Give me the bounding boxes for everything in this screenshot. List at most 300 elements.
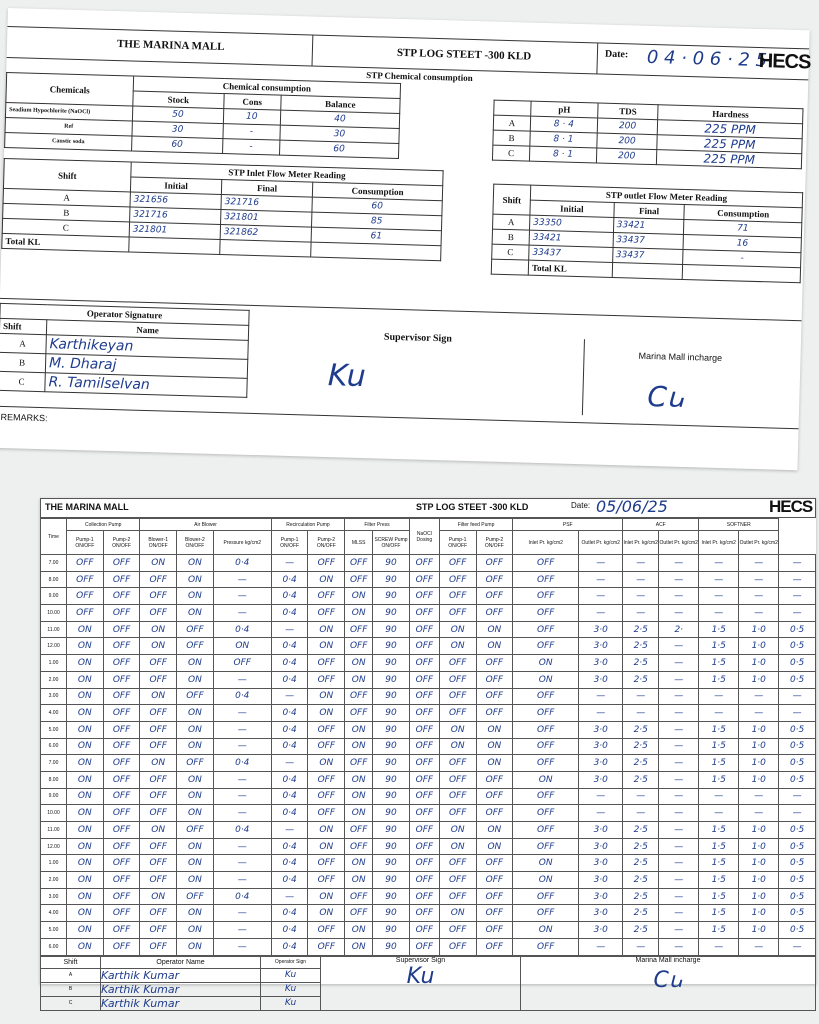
reading-cell: OFF [308,671,345,688]
reading-cell: OFF [345,688,373,705]
reading-cell: ON [140,555,177,572]
reading-cell: OFF [476,555,513,572]
reading-cell: ON [439,638,476,655]
group-header: NaOCl Dosing [409,519,439,555]
reading-cell: OFF [439,888,476,905]
reading-cell: OFF [439,872,476,889]
reading-cell: — [579,705,623,722]
reading-cell: 0·5 [779,638,816,655]
final-header: Final [221,180,312,198]
operator-sign: Ku [261,996,321,1010]
reading-cell: OFF [513,788,579,805]
group-header: SOFTNER [699,519,779,531]
tds-value: 200 [596,148,657,165]
reading-cell: — [213,771,271,788]
reading-cell: ON [67,805,104,822]
reading-cell: ON [308,838,345,855]
reading-cell: — [699,788,739,805]
reading-cell: OFF [476,888,513,905]
reading-cell: ON [439,621,476,638]
operator-sign: Ku [261,968,321,982]
reading-cell: — [271,688,308,705]
reading-cell: 0·5 [779,888,816,905]
shift-header: Shift [0,318,47,334]
reading-cell: OFF [513,938,579,955]
reading-cell: OFF [140,938,177,955]
reading-cell: ON [476,721,513,738]
reading-cell: ON [177,738,214,755]
reading-cell: 0·4 [271,738,308,755]
reading-cell: ON [345,738,373,755]
reading-cell: — [623,788,659,805]
reading-cell: — [213,788,271,805]
reading-cell: ON [67,705,104,722]
reading-cell: 1·0 [739,671,779,688]
reading-cell: 2·5 [623,872,659,889]
reading-cell: OFF [439,655,476,672]
name-header: Name [46,320,248,341]
log-row [41,905,816,922]
reading-cell: OFF [177,888,214,905]
operator-signature-title: Operator Signature [0,303,249,325]
reading-cell: 3·0 [579,621,623,638]
reading-cell: ON [67,838,104,855]
reading-cell: OFF [513,755,579,772]
reading-cell: OFF [308,738,345,755]
ph-value: 8 · 1 [530,131,597,148]
reading-cell: — [659,721,699,738]
reading-cell: 1·5 [699,872,739,889]
reading-cell: OFF [103,555,140,572]
reading-cell: OFF [409,605,439,622]
reading-cell: OFF [213,655,271,672]
reading-cell: — [213,805,271,822]
reading-cell: 2·5 [623,755,659,772]
reading-cell: 90 [373,922,410,939]
reading-cell: 1·5 [699,655,739,672]
tds-value: 200 [597,133,658,150]
reading-cell: OFF [308,555,345,572]
sheet2-header [40,498,816,518]
reading-cell: OFF [103,838,140,855]
reading-cell: ON [67,638,104,655]
reading-cell: — [213,938,271,955]
column-header: MLSS [345,531,373,555]
reading-cell: OFF [439,788,476,805]
reading-cell: 2·5 [623,855,659,872]
reading-cell: OFF [409,688,439,705]
reading-cell: 1·0 [739,655,779,672]
reading-cell: — [659,822,699,839]
reading-cell: OFF [409,888,439,905]
reading-cell: — [213,605,271,622]
reading-cell: ON [308,822,345,839]
reading-cell: OFF [439,605,476,622]
reading-cell: — [659,638,699,655]
reading-cell: OFF [140,872,177,889]
reading-cell: ON [177,805,214,822]
reading-cell: OFF [177,688,214,705]
reading-cell: 0·5 [779,721,816,738]
reading-cell: — [213,838,271,855]
time-cell: 2.00 [41,872,67,889]
reading-cell: OFF [409,721,439,738]
reading-cell: — [739,805,779,822]
reading-cell: — [699,571,739,588]
reading-cell: — [271,555,308,572]
reading-cell: ON [177,655,214,672]
reading-cell: 1·5 [699,755,739,772]
reading-cell: — [579,938,623,955]
shift-cell: A [41,968,101,982]
ph-value: 8 · 1 [529,146,596,163]
reading-cell: ON [345,938,373,955]
inlet-consumption: 60 [312,197,442,216]
reading-cell: OFF [513,905,579,922]
reading-cell: 3·0 [579,822,623,839]
reading-cell: OFF [140,855,177,872]
log-row [41,888,816,905]
reading-cell: ON [439,838,476,855]
reading-cell: OFF [103,805,140,822]
reading-cell: — [659,555,699,572]
column-header: SCREW Pump ON/OFF [373,531,410,555]
column-header: Outlet Pr. kg/cm2 [739,531,779,555]
reading-cell: ON [308,621,345,638]
reading-cell: OFF [439,555,476,572]
supervisor-sign-label: Supervisor Sign [383,331,452,345]
reading-cell: OFF [409,788,439,805]
reading-cell: ON [177,872,214,889]
reading-cell: ON [308,905,345,922]
reading-cell: OFF [140,705,177,722]
reading-cell: 0·5 [779,771,816,788]
reading-cell: OFF [308,721,345,738]
reading-cell: OFF [513,822,579,839]
reading-cell: — [659,755,699,772]
reading-cell: — [659,805,699,822]
reading-cell: OFF [103,621,140,638]
reading-cell: 2·5 [623,771,659,788]
reading-cell: OFF [513,621,579,638]
reading-cell: ON [476,838,513,855]
supervisor-signature: Ku [406,963,435,989]
hardness-value: 225 PPM [658,120,803,139]
log-row [41,938,816,955]
reading-cell: OFF [345,621,373,638]
reading-cell: — [271,822,308,839]
reading-cell: ON [345,671,373,688]
reading-cell: OFF [103,738,140,755]
reading-cell: ON [67,938,104,955]
outlet-consumption: 71 [684,219,802,237]
reading-cell: — [699,588,739,605]
log-row [41,872,816,889]
reading-cell: OFF [103,688,140,705]
reading-cell: — [213,705,271,722]
reading-cell: 0·4 [213,555,271,572]
reading-cell: — [579,805,623,822]
reading-cell: OFF [439,588,476,605]
reading-cell: — [213,872,271,889]
operator-name: Karthik Kumar [101,968,261,982]
outlet-final: 33437 [613,232,684,249]
reading-cell: OFF [103,755,140,772]
reading-cell: 3·0 [579,638,623,655]
chem-name: Ref [5,117,132,136]
reading-cell: OFF [308,771,345,788]
final-header: Final [613,202,684,219]
reading-cell: OFF [409,872,439,889]
reading-cell: ON [67,788,104,805]
reading-cell: OFF [409,555,439,572]
reading-cell: ON [345,922,373,939]
outlet-final: 33421 [613,217,684,234]
log-row [41,788,816,805]
reading-cell: OFF [67,555,104,572]
reading-cell: — [271,621,308,638]
reading-cell: OFF [513,638,579,655]
hardness-value: 225 PPM [657,135,802,154]
reading-cell: — [699,605,739,622]
chem-balance: 30 [280,125,400,143]
reading-cell: OFF [140,922,177,939]
reading-cell: ON [177,705,214,722]
reading-cell: 0·4 [271,788,308,805]
reading-cell: — [779,588,816,605]
log-row [41,588,816,605]
time-cell: 7.00 [41,755,67,772]
ph-header: pH [531,101,598,118]
hardness-header: Hardness [658,105,803,124]
reading-cell: — [739,938,779,955]
reading-cell: 90 [373,822,410,839]
reading-cell: ON [513,872,579,889]
reading-cell: 3·0 [579,872,623,889]
operator-name-header: Operator Name [101,956,261,968]
reading-cell: — [779,805,816,822]
chem-balance: 60 [279,140,399,158]
log-row [41,721,816,738]
reading-cell: 0·4 [271,855,308,872]
reading-cell: ON [513,771,579,788]
reading-cell: 0·4 [271,705,308,722]
group-header: Recirculation Pump [271,519,344,531]
reading-cell: OFF [513,555,579,572]
reading-cell: ON [177,721,214,738]
reading-cell: 0·5 [779,755,816,772]
reading-cell: 0·4 [271,588,308,605]
reading-cell: OFF [476,688,513,705]
log-sheet-day-2 [40,497,816,1010]
hardness-value: 225 PPM [657,150,802,169]
reading-cell: — [659,888,699,905]
incharge-signature: Cꭎ [653,967,683,993]
time-cell: 6.00 [41,738,67,755]
reading-cell: OFF [439,705,476,722]
reading-cell: — [699,805,739,822]
reading-cell: OFF [409,638,439,655]
reading-cell: OFF [103,638,140,655]
reading-cell: — [213,721,271,738]
reading-cell: ON [67,721,104,738]
chem-cons: 10 [223,109,280,126]
reading-cell: OFF [140,588,177,605]
log-row [41,638,816,655]
shift-cell: A [3,188,130,207]
reading-cell: 3·0 [579,655,623,672]
reading-cell: — [659,688,699,705]
reading-cell: ON [439,721,476,738]
time-cell: 6.00 [41,938,67,955]
chem-name: Seadium Hypochlorite (NaOCl) [5,102,132,121]
reading-cell: ON [177,555,214,572]
reading-cell: 1·5 [699,771,739,788]
shift-cell: C [492,244,529,260]
initial-header: Initial [130,177,221,195]
reading-cell: 2·5 [623,721,659,738]
chem-cons: - [223,124,280,141]
reading-cell: 0·5 [779,822,816,839]
supervisor-sign-label: Supervisor Sign [395,956,446,964]
reading-cell: 1·0 [739,922,779,939]
supervisor-signature: Ku [327,358,367,395]
reading-cell: OFF [409,671,439,688]
incharge-signature: Cꭎ [646,380,685,415]
reading-cell: OFF [345,705,373,722]
chem-name: Caustic soda [5,132,132,151]
date-label: Date: [571,501,591,510]
reading-cell: 0·4 [271,872,308,889]
outlet-final: 33437 [612,247,683,264]
reading-cell: — [579,555,623,572]
chemicals-table [4,72,401,159]
reading-cell: ON [439,905,476,922]
inlet-title: STP Inlet Flow Meter Reading [131,162,443,186]
time-cell: 10.00 [41,605,67,622]
reading-cell: ON [513,855,579,872]
column-header: Pump-1 ON/OFF [439,531,476,555]
column-header: Pump-1 ON/OFF [67,531,104,555]
reading-cell: — [659,588,699,605]
shift-header: Shift [493,184,531,215]
reading-cell: 0·5 [779,922,816,939]
reading-cell: OFF [409,771,439,788]
reading-cell: OFF [409,805,439,822]
reading-cell: 90 [373,688,410,705]
reading-cell: OFF [476,705,513,722]
reading-cell: ON [345,855,373,872]
reading-cell: OFF [103,872,140,889]
reading-cell: 1·5 [699,922,739,939]
time-cell: 1.00 [41,655,67,672]
reading-cell: OFF [103,922,140,939]
reading-cell: 2·5 [623,621,659,638]
reading-cell: — [213,738,271,755]
reading-cell: OFF [513,705,579,722]
reading-cell: ON [67,755,104,772]
reading-cell: ON [140,822,177,839]
reading-cell: — [659,771,699,788]
reading-cell: OFF [103,655,140,672]
reading-cell: OFF [409,822,439,839]
log-row [41,805,816,822]
reading-cell: ON [177,771,214,788]
reading-cell: — [739,788,779,805]
reading-cell: 0·5 [779,872,816,889]
shift-cell: A [493,214,530,230]
reading-cell: 3·0 [579,671,623,688]
reading-cell: OFF [67,588,104,605]
outlet-consumption: 16 [683,234,801,252]
reading-cell: 1·5 [699,888,739,905]
reading-cell: 1·5 [699,671,739,688]
reading-cell: 3·0 [579,755,623,772]
time-cell: 5.00 [41,721,67,738]
reading-cell: OFF [439,805,476,822]
log-row [41,688,816,705]
reading-cell: OFF [439,671,476,688]
log-row [41,555,816,572]
reading-cell: ON [67,671,104,688]
reading-cell: OFF [103,588,140,605]
reading-cell: 3·0 [579,888,623,905]
reading-cell: — [739,588,779,605]
reading-cell: 1·5 [699,638,739,655]
reading-cell: ON [177,922,214,939]
reading-cell: OFF [140,605,177,622]
reading-cell: ON [476,822,513,839]
reading-cell: — [623,571,659,588]
reading-cell: — [659,838,699,855]
outlet-initial: 33350 [530,215,614,232]
reading-cell: 0·4 [271,938,308,955]
reading-cell: OFF [439,855,476,872]
inlet-initial: 321801 [129,222,220,240]
reading-cell: 90 [373,838,410,855]
inlet-final: 321862 [220,225,311,243]
reading-cell: 0·5 [779,838,816,855]
incharge-label: Marina Mall incharge [635,956,701,964]
shift-cell: B [492,229,529,245]
reading-cell: 0·4 [213,688,271,705]
reading-cell: OFF [409,705,439,722]
time-cell: 12.00 [41,838,67,855]
reading-cell: — [779,938,816,955]
column-header: Pressure kg/cm2 [213,531,271,555]
reading-cell: OFF [140,655,177,672]
reading-cell: OFF [513,838,579,855]
operator-signature: M. Dharaj [45,354,247,379]
mall-name: THE MARINA MALL [116,38,225,54]
reading-cell: — [739,555,779,572]
reading-cell: ON [345,771,373,788]
reading-cell: ON [345,655,373,672]
reading-cell: 2·5 [623,671,659,688]
reading-cell: ON [67,771,104,788]
reading-cell: OFF [177,621,214,638]
reading-cell: OFF [140,771,177,788]
reading-cell: — [779,788,816,805]
chem-stock: 60 [132,136,223,154]
reading-cell: ON [177,571,214,588]
reading-cell: OFF [103,788,140,805]
reading-cell: 0·5 [779,621,816,638]
reading-cell: OFF [345,638,373,655]
reading-cell: OFF [345,905,373,922]
reading-cell: ON [177,671,214,688]
reading-cell: 90 [373,805,410,822]
